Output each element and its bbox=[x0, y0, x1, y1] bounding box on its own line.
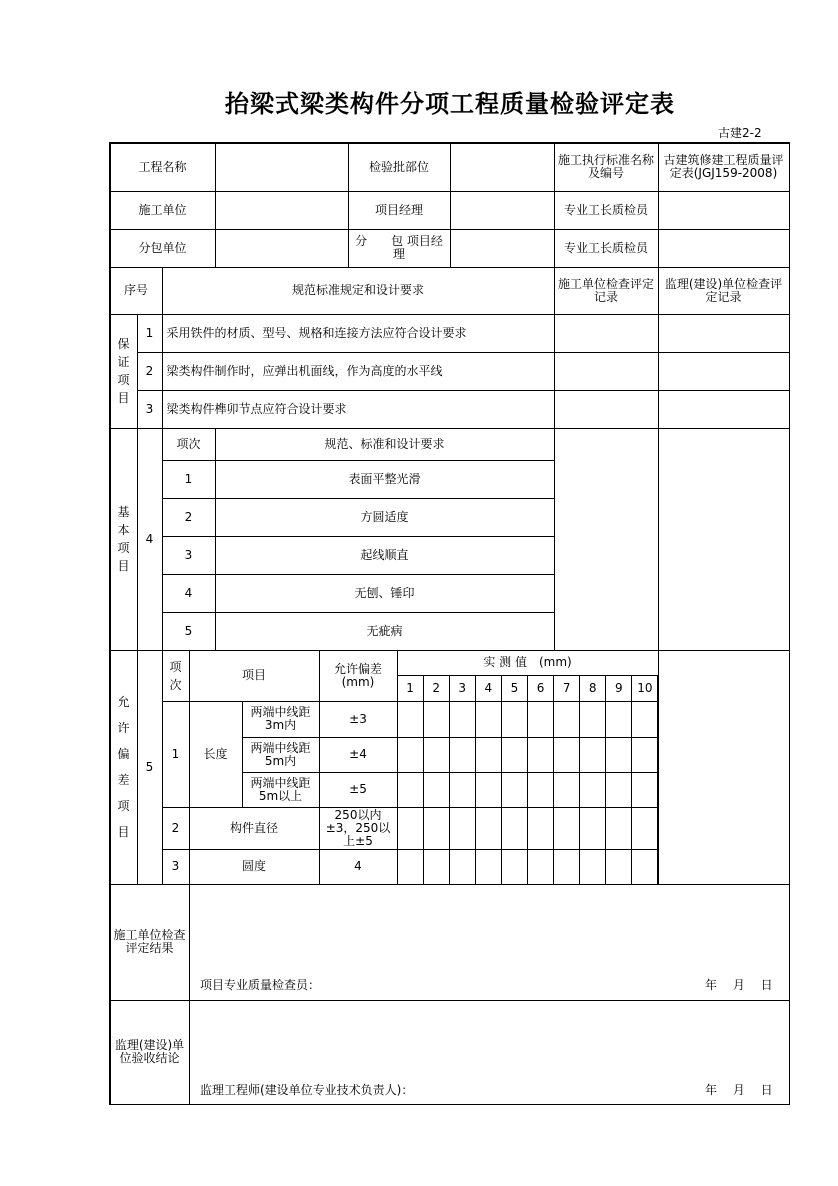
measured-value-cell[interactable] bbox=[423, 807, 450, 850]
measured-value-cell[interactable] bbox=[631, 772, 658, 808]
length-row-tol: ±3 bbox=[319, 701, 398, 738]
inspection-part-field[interactable] bbox=[450, 143, 555, 192]
diameter-name: 构件直径 bbox=[189, 807, 320, 850]
foreman-field[interactable] bbox=[658, 191, 790, 230]
guarantee-supervisor-record[interactable] bbox=[658, 314, 790, 353]
length-row-tol: ±4 bbox=[319, 737, 398, 773]
basic-item-text: 无疵病 bbox=[215, 612, 555, 651]
measured-value-cell[interactable] bbox=[397, 849, 424, 885]
measured-value-cell[interactable] bbox=[501, 807, 528, 850]
measured-value-cell[interactable] bbox=[449, 849, 476, 885]
length-row-name: 两端中线距3m内 bbox=[242, 701, 320, 738]
measured-value-cell[interactable] bbox=[605, 701, 632, 738]
measured-value-cell[interactable] bbox=[423, 737, 450, 773]
measured-value-cell[interactable] bbox=[423, 772, 450, 808]
guarantee-item-text: 梁类构件制作时，应弹出机面线，作为高度的水平线 bbox=[162, 352, 555, 391]
basic-item-text: 方圆适度 bbox=[215, 498, 555, 537]
standard-label: 施工执行标准名称及编号 bbox=[554, 143, 659, 192]
measured-value-cell[interactable] bbox=[475, 849, 502, 885]
measured-value-cell[interactable] bbox=[449, 772, 476, 808]
tolerance-label: 允许偏差项目 bbox=[110, 650, 138, 885]
length-row-name: 两端中线距5m内 bbox=[242, 737, 320, 773]
measured-header: 实 测 值 (mm) bbox=[397, 650, 659, 676]
measured-value-cell[interactable] bbox=[527, 701, 554, 738]
foreman2-field[interactable] bbox=[658, 229, 790, 268]
guarantee-item-no: 1 bbox=[137, 314, 163, 353]
basic-item-text: 起线顺直 bbox=[215, 536, 555, 575]
guarantee-item-text: 梁类构件榫卯节点应符合设计要求 bbox=[162, 390, 555, 429]
pm-field[interactable] bbox=[450, 191, 555, 230]
inspector-label: 项目专业质量检查员： bbox=[200, 978, 321, 992]
measured-value-cell[interactable] bbox=[501, 701, 528, 738]
length-row-tol: ±5 bbox=[319, 772, 398, 808]
basic-label: 基本项目 bbox=[110, 428, 138, 651]
engineer-label: 监理工程师(建设单位专业技术负责人)： bbox=[200, 1083, 414, 1097]
basic-no: 4 bbox=[137, 428, 163, 651]
measured-value-cell[interactable] bbox=[605, 807, 632, 850]
measured-value-cell[interactable] bbox=[397, 737, 424, 773]
contractor-record-header: 施工单位检查评定记录 bbox=[554, 267, 659, 315]
measured-value-cell[interactable] bbox=[501, 849, 528, 885]
contractor-label: 施工单位 bbox=[110, 191, 216, 230]
basic-item-no: 3 bbox=[162, 536, 216, 575]
inspection-part-label: 检验批部位 bbox=[348, 143, 451, 192]
measured-value-cell[interactable] bbox=[475, 807, 502, 850]
roundness-no: 3 bbox=[162, 849, 190, 885]
contractor-result-label: 施工单位检查评定结果 bbox=[110, 884, 190, 1001]
measured-value-cell[interactable] bbox=[553, 849, 580, 885]
form-code: 古建2-2 bbox=[718, 126, 762, 140]
measured-value-cell[interactable] bbox=[397, 772, 424, 808]
measured-value-cell[interactable] bbox=[397, 701, 424, 738]
measured-value-cell[interactable] bbox=[579, 737, 606, 773]
supervisor-conclusion-label: 监理(建设)单位验收结论 bbox=[110, 1000, 190, 1105]
tolerance-supervisor-record[interactable] bbox=[658, 650, 790, 885]
measured-value-cell[interactable] bbox=[605, 772, 632, 808]
measure-no: 1 bbox=[397, 675, 424, 702]
basic-item-no: 5 bbox=[162, 612, 216, 651]
measured-value-cell[interactable] bbox=[501, 737, 528, 773]
measure-no: 4 bbox=[475, 675, 502, 702]
measured-value-cell[interactable] bbox=[553, 701, 580, 738]
measured-value-cell[interactable] bbox=[475, 772, 502, 808]
guarantee-contractor-record[interactable] bbox=[554, 352, 659, 391]
tolerance-name-header: 项目 bbox=[189, 650, 320, 702]
measure-no: 3 bbox=[449, 675, 476, 702]
diameter-no: 2 bbox=[162, 807, 190, 850]
measured-value-cell[interactable] bbox=[605, 849, 632, 885]
measure-no: 10 bbox=[631, 675, 658, 702]
measured-value-cell[interactable] bbox=[553, 807, 580, 850]
standard-value: 古建筑修建工程质量评定表(JGJ159-2008) bbox=[658, 143, 790, 192]
length-label: 长度 bbox=[189, 701, 243, 808]
measured-value-cell[interactable] bbox=[423, 701, 450, 738]
measured-value-cell[interactable] bbox=[449, 807, 476, 850]
guarantee-supervisor-record[interactable] bbox=[658, 390, 790, 429]
measured-value-cell[interactable] bbox=[553, 737, 580, 773]
guarantee-item-text: 采用铁件的材质、型号、规格和连接方法应符合设计要求 bbox=[162, 314, 555, 353]
measured-value-cell[interactable] bbox=[631, 737, 658, 773]
basic-item-no: 4 bbox=[162, 574, 216, 613]
basic-item-text: 无刨、锤印 bbox=[215, 574, 555, 613]
length-no: 1 bbox=[162, 701, 190, 808]
guarantee-contractor-record[interactable] bbox=[554, 390, 659, 429]
requirements-header: 规范标准规定和设计要求 bbox=[162, 267, 555, 315]
basic-item-no: 1 bbox=[162, 460, 216, 499]
date-1: 年 月 日 bbox=[705, 978, 773, 992]
seq-header: 序号 bbox=[110, 267, 163, 315]
measure-no: 8 bbox=[579, 675, 606, 702]
basic-req-header: 规范、标准和设计要求 bbox=[215, 428, 555, 461]
supervisor-record-header: 监理(建设)单位检查评定记录 bbox=[658, 267, 790, 315]
measured-value-cell[interactable] bbox=[553, 772, 580, 808]
form-title: 抬梁式梁类构件分项工程质量检验评定表 bbox=[225, 90, 675, 118]
guarantee-item-no: 2 bbox=[137, 352, 163, 391]
measured-value-cell[interactable] bbox=[527, 772, 554, 808]
measured-value-cell[interactable] bbox=[501, 772, 528, 808]
roundness-tol: 4 bbox=[319, 849, 398, 885]
basic-item-text: 表面平整光滑 bbox=[215, 460, 555, 499]
subcontractor-field[interactable] bbox=[215, 229, 349, 268]
measured-value-cell[interactable] bbox=[397, 807, 424, 850]
project-name-label: 工程名称 bbox=[110, 143, 216, 192]
foreman2-label: 专业工长质检员 bbox=[554, 229, 659, 268]
measured-value-cell[interactable] bbox=[579, 701, 606, 738]
guarantee-contractor-record[interactable] bbox=[554, 314, 659, 353]
basic-supervisor-record[interactable] bbox=[658, 428, 790, 651]
length-row-name: 两端中线距5m以上 bbox=[242, 772, 320, 808]
roundness-name: 圆度 bbox=[189, 849, 320, 885]
measured-value-cell[interactable] bbox=[579, 772, 606, 808]
measure-no: 7 bbox=[553, 675, 580, 702]
tolerance-tol-header: 允许偏差(mm) bbox=[319, 650, 398, 702]
tolerance-no: 5 bbox=[137, 650, 163, 885]
date-2: 年 月 日 bbox=[705, 1083, 773, 1097]
measure-no: 2 bbox=[423, 675, 450, 702]
measured-value-cell[interactable] bbox=[631, 701, 658, 738]
measured-value-cell[interactable] bbox=[631, 807, 658, 850]
measure-no: 5 bbox=[501, 675, 528, 702]
basic-item-no: 2 bbox=[162, 498, 216, 537]
diameter-tol: 250以内±3，250以上±5 bbox=[319, 807, 398, 850]
pm-label: 项目经理 bbox=[348, 191, 451, 230]
measured-value-cell[interactable] bbox=[449, 737, 476, 773]
measured-value-cell[interactable] bbox=[449, 701, 476, 738]
measured-value-cell[interactable] bbox=[605, 737, 632, 773]
sub-pm-label: 分 包 项目经理 bbox=[348, 229, 451, 268]
measured-value-cell[interactable] bbox=[527, 849, 554, 885]
guarantee-supervisor-record[interactable] bbox=[658, 352, 790, 391]
measured-value-cell[interactable] bbox=[631, 849, 658, 885]
measure-no: 6 bbox=[527, 675, 554, 702]
basic-item-header: 项次 bbox=[162, 428, 216, 461]
subcontractor-label: 分包单位 bbox=[110, 229, 216, 268]
basic-contractor-record[interactable] bbox=[554, 428, 659, 651]
sub-pm-field[interactable] bbox=[450, 229, 555, 268]
measured-value-cell[interactable] bbox=[423, 849, 450, 885]
measured-value-cell[interactable] bbox=[579, 849, 606, 885]
tolerance-item-header: 项次 bbox=[162, 650, 190, 702]
guarantee-label: 保证项目 bbox=[110, 314, 138, 429]
measured-value-cell[interactable] bbox=[579, 807, 606, 850]
measured-value-cell[interactable] bbox=[475, 701, 502, 738]
project-name-field[interactable] bbox=[215, 143, 349, 192]
contractor-field[interactable] bbox=[215, 191, 349, 230]
measure-no: 9 bbox=[605, 675, 632, 702]
measured-value-cell[interactable] bbox=[527, 737, 554, 773]
measured-value-cell[interactable] bbox=[475, 737, 502, 773]
foreman-label: 专业工长质检员 bbox=[554, 191, 659, 230]
measured-value-cell[interactable] bbox=[527, 807, 554, 850]
guarantee-item-no: 3 bbox=[137, 390, 163, 429]
